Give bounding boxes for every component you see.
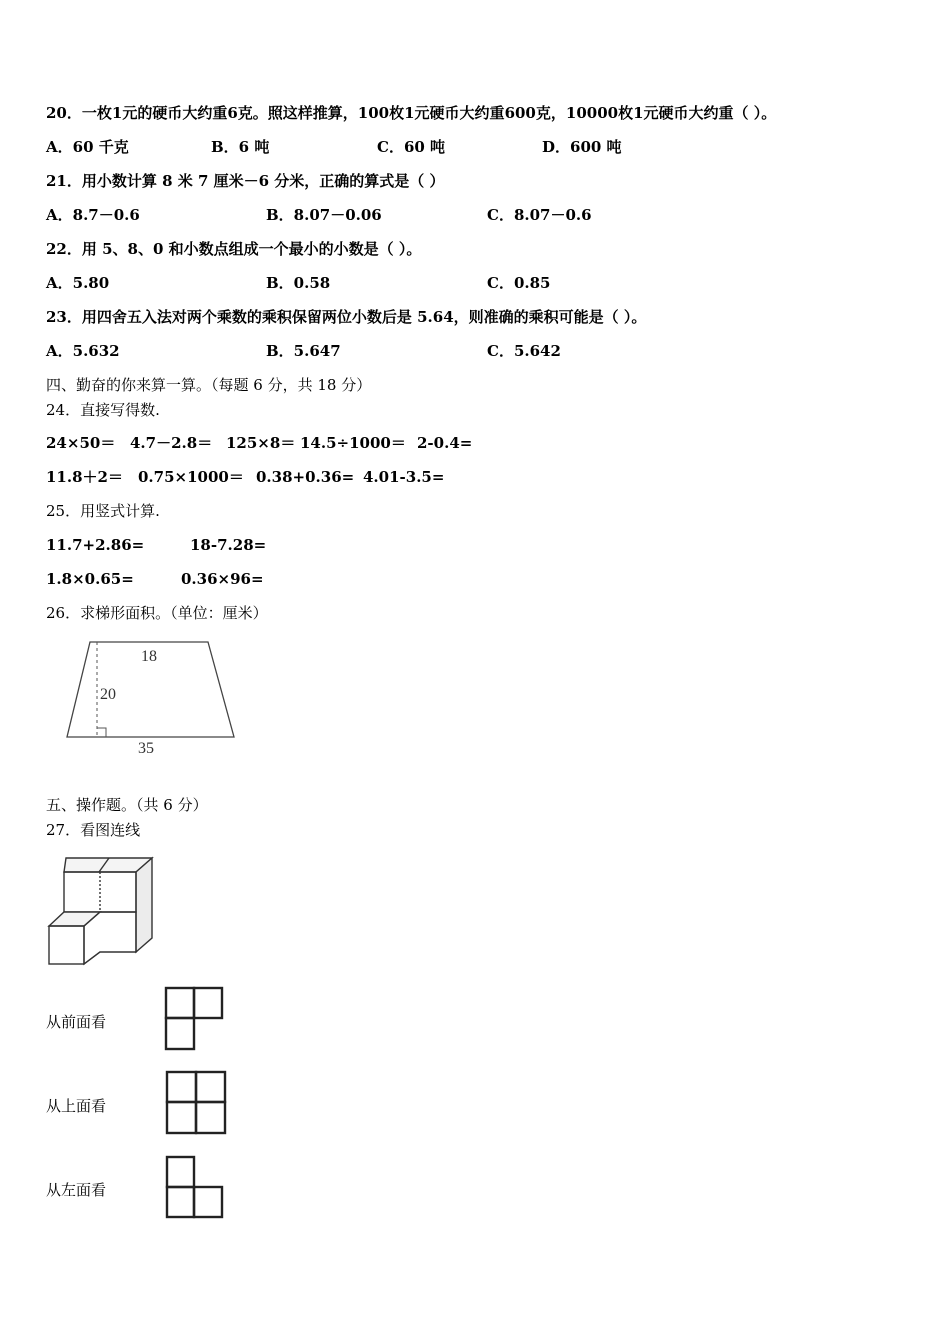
view-grid-1[interactable] bbox=[164, 986, 226, 1052]
grid-cell bbox=[167, 1157, 194, 1187]
q20-part: 1 bbox=[404, 104, 415, 122]
q22-option-b[interactable]: B．0.58 bbox=[266, 274, 331, 292]
q20-part: 元的硬币大约重 bbox=[122, 104, 228, 122]
grid-cell bbox=[167, 1102, 196, 1133]
q20-part: 1 bbox=[633, 104, 644, 122]
section4-title: 四、勤奋的你来算一算。（每题 6 分，共 18 分） bbox=[46, 376, 372, 394]
view-label-front: 从前面看 bbox=[46, 1013, 107, 1031]
lower-front-face bbox=[49, 926, 84, 964]
q25-title: 25．用竖式计算. bbox=[46, 502, 160, 520]
q23-text: 23．用四舍五入法对两个乘数的乘积保留两位小数后是 5.64，则准确的乘积可能是（ ）。 bbox=[46, 308, 647, 326]
q23-option-c[interactable]: C．5.642 bbox=[487, 342, 561, 360]
trapezoid-figure bbox=[60, 636, 250, 761]
q21-option-c[interactable]: C．8.07－0.6 bbox=[487, 206, 592, 224]
grid-cell bbox=[167, 1072, 196, 1102]
trapezoid-height-label: 20 bbox=[100, 686, 116, 703]
view-label-top: 从上面看 bbox=[46, 1097, 107, 1115]
q20-part: 100 bbox=[357, 104, 390, 122]
q20-text bbox=[46, 104, 776, 122]
q20-option-b[interactable]: B．6 吨 bbox=[211, 138, 270, 156]
grid-cell bbox=[196, 1072, 225, 1102]
q21-option-b[interactable]: B．8.07－0.06 bbox=[266, 206, 382, 224]
grid-cell bbox=[196, 1102, 225, 1133]
q27-title: 27．看图连线 bbox=[46, 821, 141, 839]
q20-part: 克。照这样推算， bbox=[237, 104, 358, 122]
q20-option-d[interactable]: D．600 吨 bbox=[542, 138, 622, 156]
view-grid-2[interactable] bbox=[164, 1070, 228, 1136]
q20-part: 克， bbox=[535, 104, 566, 122]
right-face bbox=[136, 858, 152, 952]
q20-option-a[interactable]: A．60 千克 bbox=[46, 138, 129, 156]
q20-part: 10000 bbox=[565, 104, 619, 122]
q20-part: 1 bbox=[111, 104, 123, 122]
q24-item: 2-0.4= bbox=[417, 434, 473, 452]
lower-side-face bbox=[84, 912, 136, 964]
bottom-edge bbox=[84, 952, 100, 964]
trapezoid-bottom-label: 35 bbox=[138, 740, 154, 757]
q20-part: 枚 bbox=[389, 104, 405, 122]
grid-cell bbox=[194, 1187, 222, 1217]
q25-item: 18-7.28= bbox=[190, 536, 267, 554]
q24-item: 4.7－2.8＝ bbox=[130, 434, 213, 452]
q20-part: 枚 bbox=[618, 104, 634, 122]
q25-item: 1.8×0.65= bbox=[46, 570, 134, 588]
q24-item: 0.38+0.36= bbox=[256, 468, 355, 486]
q24-item: 0.75×1000＝ bbox=[138, 468, 244, 486]
q21-option-a[interactable]: A．8.7－0.6 bbox=[46, 206, 140, 224]
q21-text: 21．用小数计算 8 米 7 厘米－6 分米，正确的算式是（ ） bbox=[46, 172, 445, 190]
grid-cell bbox=[194, 988, 222, 1018]
grid-cell bbox=[166, 988, 194, 1018]
q22-option-c[interactable]: C．0.85 bbox=[487, 274, 551, 292]
q20-part: 元硬币大约重（ ）。 bbox=[643, 104, 777, 122]
q20-part: 元硬币大约重 bbox=[414, 104, 505, 122]
q24-item: 125×8＝ bbox=[226, 434, 296, 452]
grid-cell bbox=[166, 1018, 194, 1049]
q22-option-a[interactable]: A．5.80 bbox=[46, 274, 110, 292]
q20-option-c[interactable]: C．60 吨 bbox=[377, 138, 446, 156]
q24-item: 14.5÷1000＝ bbox=[300, 434, 406, 452]
view-grid-3[interactable] bbox=[164, 1154, 226, 1220]
q25-item: 11.7+2.86= bbox=[46, 536, 145, 554]
trapezoid-top-label: 18 bbox=[141, 648, 157, 665]
q24-title: 24．直接写得数. bbox=[46, 401, 160, 419]
q24-item: 24×50＝ bbox=[46, 434, 116, 452]
q24-item: 11.8＋2＝ bbox=[46, 468, 123, 486]
view-label-left: 从左面看 bbox=[46, 1181, 107, 1199]
q23-option-a[interactable]: A．5.632 bbox=[46, 342, 120, 360]
grid-cell bbox=[167, 1187, 194, 1217]
cube-stack-figure bbox=[44, 852, 159, 972]
q25-item: 0.36×96= bbox=[181, 570, 264, 588]
right-angle-mark bbox=[97, 728, 106, 737]
q23-option-b[interactable]: B．5.647 bbox=[266, 342, 341, 360]
q22-text: 22．用 5、8、0 和小数点组成一个最小的小数是（ ）。 bbox=[46, 240, 422, 258]
section5-title: 五、操作题。（共 6 分） bbox=[46, 796, 208, 814]
q20-part: 20．一枚 bbox=[46, 104, 112, 122]
q20-part: 600 bbox=[504, 104, 536, 122]
q24-item: 4.01-3.5= bbox=[363, 468, 445, 486]
q20-part: 6 bbox=[227, 104, 238, 122]
q26-title: 26．求梯形面积。（单位：厘米） bbox=[46, 604, 268, 622]
